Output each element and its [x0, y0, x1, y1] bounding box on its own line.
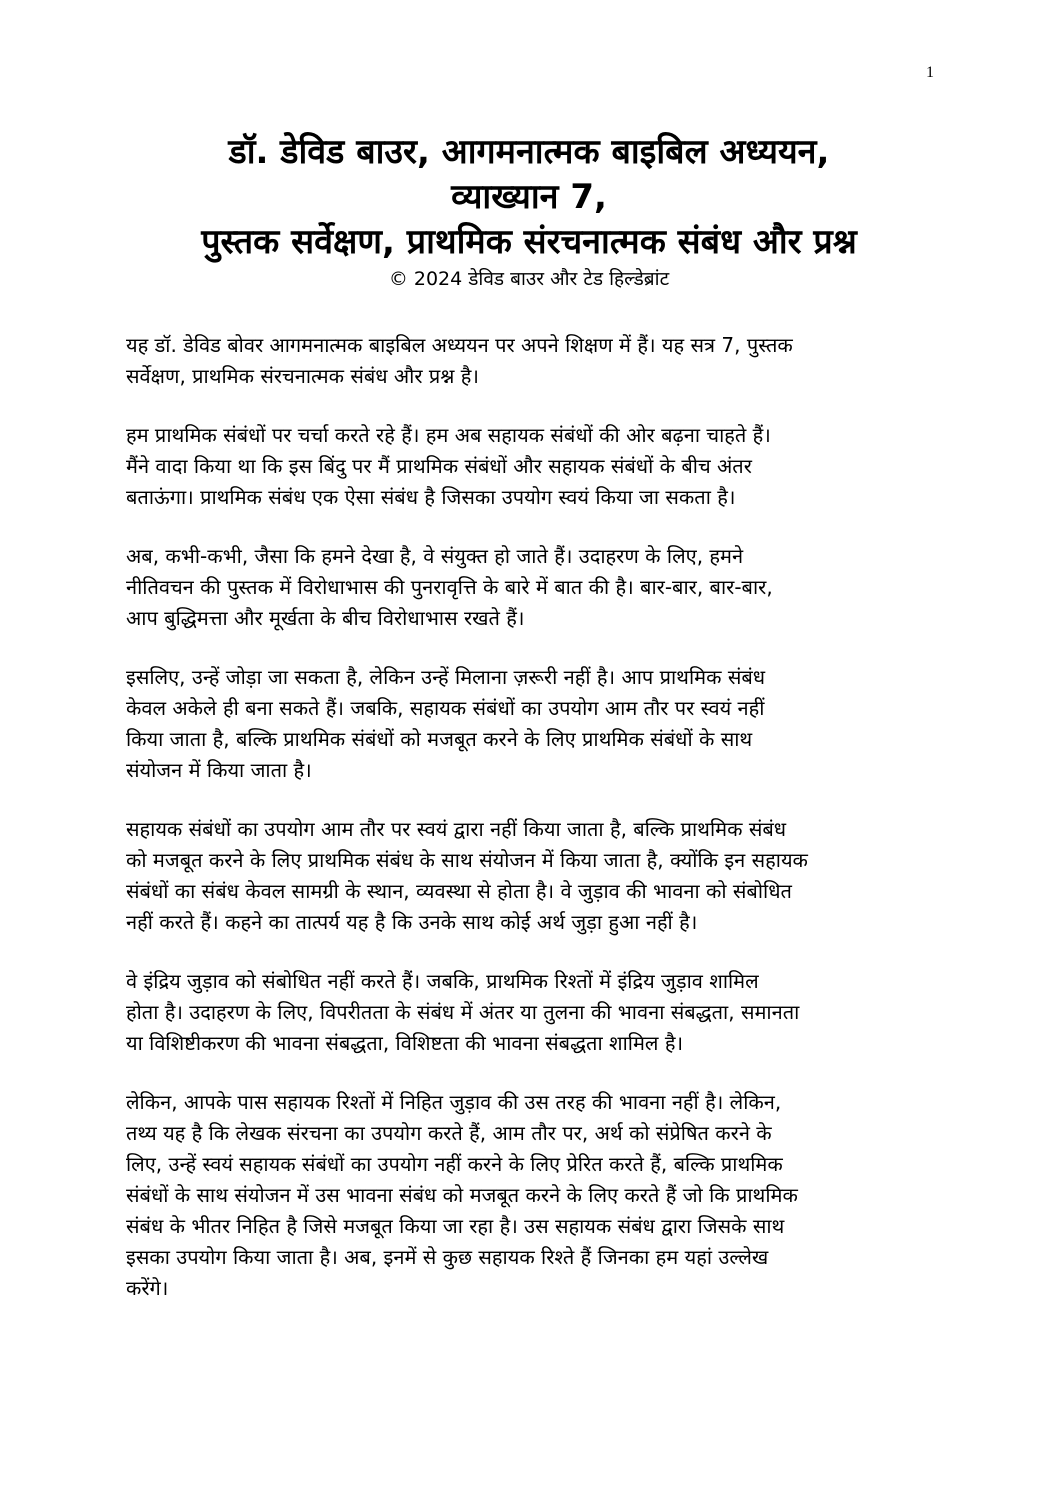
paragraph — [126, 420, 946, 513]
paragraph-line: अब, कभी-कभी, जैसा कि हमने देखा है, वे संयुक्त हो जाते हैं। उदाहरण के लिए, हमने — [126, 544, 744, 568]
paragraph-line: बताऊंगा। प्राथमिक संबंध एक ऐसा संबंध है जिसका उपयोग स्वयं किया जा सकता है। — [126, 485, 736, 509]
paragraph-line: केवल अकेले ही बना सकते हैं। जबकि, सहायक संबंधों का उपयोग आम तौर पर स्वयं नहीं — [126, 696, 765, 720]
paragraph-line: लिए, उन्हें स्वयं सहायक संबंधों का उपयोग नहीं करने के लिए प्रेरित करते हैं, बल्कि प्राथमिक — [126, 1152, 783, 1176]
paragraph-line: इसलिए, उन्हें जोड़ा जा सकता है, लेकिन उन्हें मिलाना ज़रूरी नहीं है। आप प्राथमिक संबंध — [126, 665, 766, 689]
paragraph-line: वे इंद्रिय जुड़ाव को संबोधित नहीं करते हैं। जबकि, प्राथमिक रिश्तों में इंद्रिय जुड़ाव शामिल — [126, 969, 759, 993]
paragraph — [126, 966, 946, 1059]
paragraph-line: तथ्य यह है कि लेखक संरचना का उपयोग करते हैं, आम तौर पर, अर्थ को संप्रेषित करने के — [126, 1121, 772, 1145]
paragraph-line: या विशिष्टीकरण की भावना संबद्धता, विशिष्टता की भावना संबद्धता शामिल है। — [126, 1031, 684, 1055]
paragraph-line: मैंने वादा किया था कि इस बिंदु पर मैं प्राथमिक संबंधों और सहायक संबंधों के बीच अंतर — [126, 454, 752, 478]
paragraph-line: आप बुद्धिमत्ता और मूर्खता के बीच विरोधाभास रखते हैं। — [126, 606, 525, 630]
page-number: 1 — [926, 64, 934, 81]
paragraph-line: होता है। उदाहरण के लिए, विपरीतता के संबंध में अंतर या तुलना की भावना संबद्धता, समानता — [126, 1000, 800, 1024]
title-line: पुस्तक सर्वेक्षण, प्राथमिक संरचनात्मक संबंध और प्रश्न — [201, 222, 857, 262]
paragraph-line: किया जाता है, बल्कि प्राथमिक संबंधों को मजबूत करने के लिए प्राथमिक संबंधों के साथ — [126, 727, 753, 751]
paragraph — [126, 541, 946, 634]
paragraph-line: को मजबूत करने के लिए प्राथमिक संबंध के साथ संयोजन में किया जाता है, क्योंकि इन सहायक — [126, 848, 808, 872]
paragraph-line: हम प्राथमिक संबंधों पर चर्चा करते रहे हैं। हम अब सहायक संबंधों की ओर बढ़ना चाहते हैं। — [126, 423, 771, 447]
paragraph-line: संबंध के भीतर निहित है जिसे मजबूत किया जा रहा है। उस सहायक संबंध द्वारा जिसके साथ — [126, 1214, 785, 1238]
paragraph — [126, 330, 946, 392]
title-line: व्याख्यान 7, — [451, 177, 607, 217]
paragraph-line: नहीं करते हैं। कहने का तात्पर्य यह है कि उनके साथ कोई अर्थ जुड़ा हुआ नहीं है। — [126, 910, 698, 934]
paragraph-line: लेकिन, आपके पास सहायक रिश्तों में निहित जुड़ाव की उस तरह की भावना नहीं है। लेकिन, — [126, 1090, 782, 1114]
paragraph-line: सहायक संबंधों का उपयोग आम तौर पर स्वयं द्वारा नहीं किया जाता है, बल्कि प्राथमिक संबंध — [126, 817, 787, 841]
paragraph-line: नीतिवचन की पुस्तक में विरोधाभास की पुनरावृत्ति के बारे में बात की है। बार-बार, बार-बार, — [126, 575, 773, 599]
paragraph-line: करेंगे। — [126, 1276, 169, 1300]
paragraph-line: संयोजन में किया जाता है। — [126, 758, 312, 782]
paragraph — [126, 662, 946, 786]
paragraph-line: यह डॉ. डेविड बोवर आगमनात्मक बाइबिल अध्ययन पर अपने शिक्षण में हैं। यह सत्र 7, पुस्तक — [126, 333, 793, 357]
paragraph — [126, 1087, 946, 1304]
paragraph-line: संबंधों के साथ संयोजन में उस भावना संबंध को मजबूत करने के लिए करते हैं जो कि प्राथमिक — [126, 1183, 798, 1207]
copyright-line: © 2024 डेविड बाउर और टेड हिल्डेब्रांट — [388, 268, 670, 290]
paragraph — [126, 814, 946, 938]
title-line: डॉ. डेविड बाउर, आगमनात्मक बाइबिल अध्ययन, — [228, 132, 830, 172]
paragraph-line: संबंधों का संबंध केवल सामग्री के स्थान, व्यवस्था से होता है। वे जुड़ाव की भावना को संबोधित — [126, 879, 792, 903]
paragraph-line: इसका उपयोग किया जाता है। अब, इनमें से कुछ सहायक रिश्ते हैं जिनका हम यहां उल्लेख — [126, 1245, 769, 1269]
paragraph-line: सर्वेक्षण, प्राथमिक संरचनात्मक संबंध और प्रश्न है। — [126, 364, 480, 388]
document-title-block — [100, 130, 958, 293]
document-body — [126, 330, 946, 1332]
